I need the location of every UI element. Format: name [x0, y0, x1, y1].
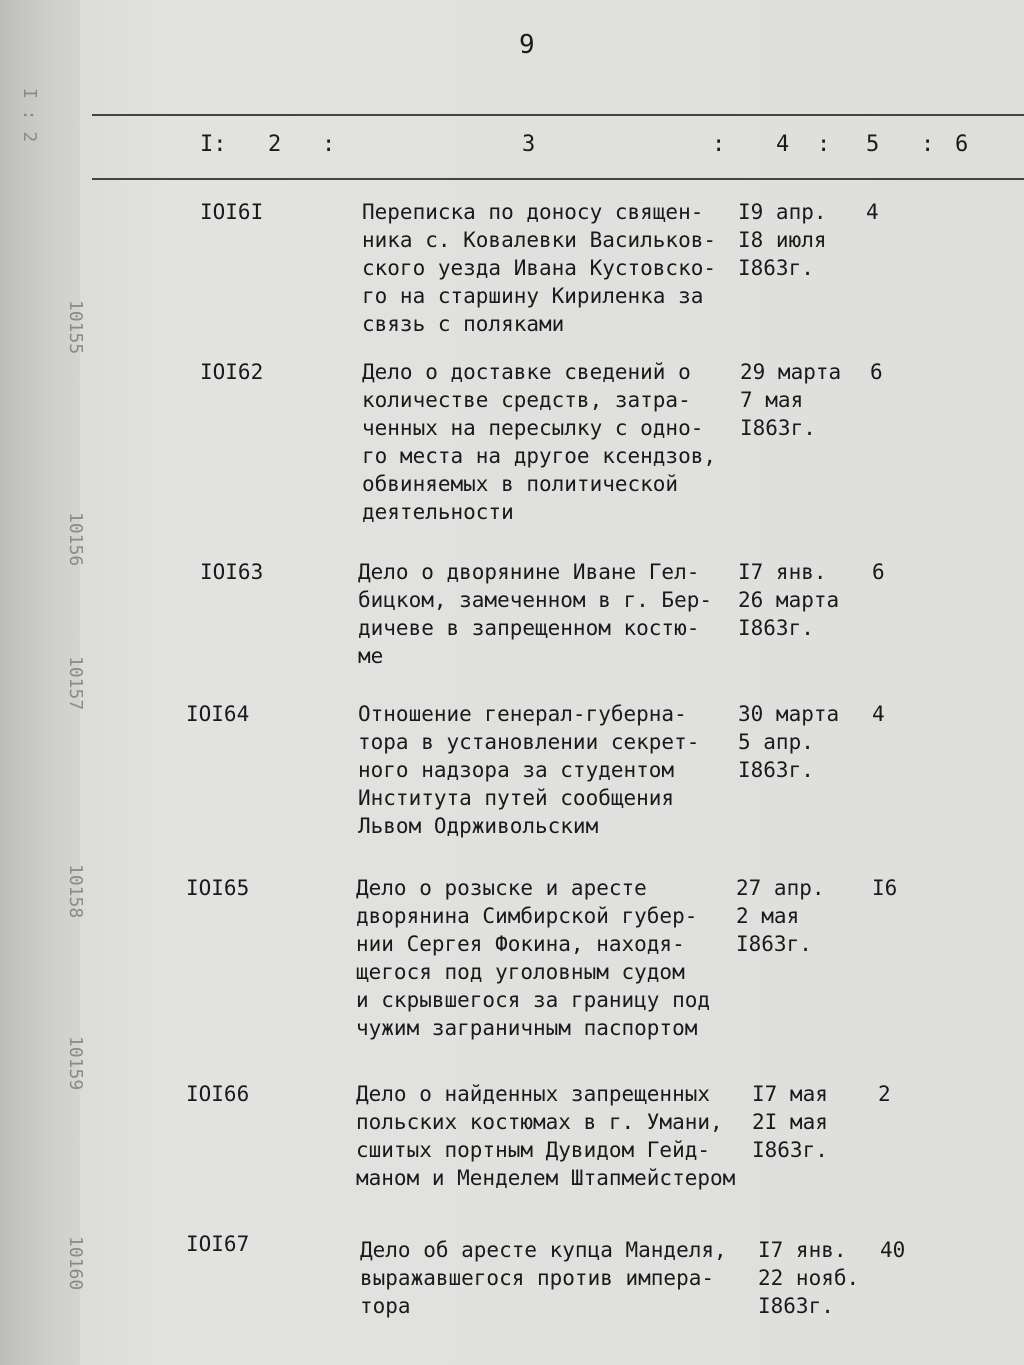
- date-start: I9 апр.: [738, 200, 827, 224]
- file-number: IOI65: [186, 876, 250, 900]
- date-end: I8 июля: [738, 228, 827, 252]
- description-line: связь с поляками: [362, 312, 565, 336]
- date-year: I863г.: [738, 758, 814, 782]
- description-line: ного надзора за студентом: [358, 758, 675, 782]
- description-line: Дело об аресте купца Манделя,: [360, 1238, 727, 1262]
- file-dates: [738, 558, 839, 642]
- description-line: бицком, замеченном в г. Бер-: [358, 588, 713, 612]
- description-line: ского уезда Ивана Кустовско-: [362, 256, 717, 280]
- date-start: I7 янв.: [738, 560, 827, 584]
- sheet-count: 2: [878, 1082, 891, 1106]
- date-year: I863г.: [738, 256, 814, 280]
- file-description: [358, 558, 743, 670]
- description-line: деятельности: [362, 500, 514, 524]
- date-year: I863г.: [740, 416, 816, 440]
- date-end: 2I мая: [752, 1110, 828, 1134]
- description-line: чужим заграничным паспортом: [356, 1016, 698, 1040]
- description-line: го места на другое ксендзов,: [362, 444, 717, 468]
- date-end: 2 мая: [736, 904, 800, 928]
- description-line: ме: [358, 644, 384, 668]
- file-number: IOI6I: [200, 200, 264, 224]
- file-description: [356, 1080, 741, 1192]
- description-line: сшитых портным Дувидом Гейд-: [356, 1138, 711, 1162]
- file-number: IOI66: [186, 1082, 250, 1106]
- sheet-count: 4: [866, 200, 879, 224]
- description-line: польских костюмах в г. Умани,: [356, 1110, 723, 1134]
- header-col-2: 2: [268, 132, 282, 157]
- header-rule-top: [92, 114, 1024, 116]
- description-line: тора: [360, 1294, 411, 1318]
- file-description: [362, 198, 747, 338]
- date-start: I7 мая: [752, 1082, 828, 1106]
- file-dates: [752, 1080, 828, 1164]
- file-description: [358, 700, 743, 840]
- margin-note: 10157: [65, 656, 86, 711]
- file-number: IOI64: [186, 702, 250, 726]
- description-line: дичеве в запрещенном костю-: [358, 616, 700, 640]
- description-line: выражавшегося против импера-: [360, 1266, 715, 1290]
- sheet-count: I6: [872, 876, 898, 900]
- header-col-5: 5: [866, 132, 880, 157]
- margin-note: 10158: [65, 864, 86, 919]
- description-line: Отношение генерал-губерна-: [358, 702, 687, 726]
- header-separator: :: [817, 132, 831, 157]
- description-line: Дело о найденных запрещенных: [356, 1082, 711, 1106]
- description-line: и скрывшегося за границу под: [356, 988, 711, 1012]
- date-start: 29 марта: [740, 360, 842, 384]
- description-line: Дело о розыске и аресте: [356, 876, 647, 900]
- description-line: дворянина Симбирской губер-: [356, 904, 698, 928]
- file-dates: [738, 700, 839, 784]
- sheet-count: 40: [880, 1238, 906, 1262]
- date-start: 30 марта: [738, 702, 840, 726]
- margin-note: 10156: [65, 512, 86, 567]
- date-start: 27 апр.: [736, 876, 825, 900]
- description-line: го на старшину Кириленка за: [362, 284, 704, 308]
- description-line: обвиняемых в политической: [362, 472, 679, 496]
- description-line: Львом Одрживольским: [358, 814, 599, 838]
- date-year: I863г.: [736, 932, 812, 956]
- header-col-4: 4: [776, 132, 790, 157]
- header-separator: :: [322, 132, 336, 157]
- margin-note: 10155: [65, 300, 86, 355]
- sheet-count: 4: [872, 702, 885, 726]
- file-dates: [740, 358, 841, 442]
- file-number: IOI67: [186, 1232, 250, 1256]
- sheet-count: 6: [870, 360, 883, 384]
- date-start: I7 янв.: [758, 1238, 847, 1262]
- header-col-1: I:: [200, 132, 227, 157]
- date-end: 5 апр.: [738, 730, 814, 754]
- header-separator: :: [921, 132, 935, 157]
- description-line: нии Сергея Фокина, находя-: [356, 932, 685, 956]
- date-year: I863г.: [752, 1138, 828, 1162]
- description-line: Института путей сообщения: [358, 786, 675, 810]
- date-year: I863г.: [738, 616, 814, 640]
- description-line: ченных на пересылку с одно-: [362, 416, 704, 440]
- file-number: IOI63: [200, 560, 264, 584]
- file-description: [362, 358, 747, 526]
- file-description: [360, 1236, 745, 1320]
- file-dates: [738, 198, 827, 282]
- sheet-count: 6: [872, 560, 885, 584]
- margin-note: 10159: [65, 1036, 86, 1091]
- file-dates: [736, 874, 825, 958]
- header-col-6: 6: [955, 132, 969, 157]
- file-dates: [758, 1236, 859, 1320]
- date-end: 22 нояб.: [758, 1266, 860, 1290]
- description-line: маном и Менделем Штапмейстером: [356, 1166, 736, 1190]
- header-rule-bottom: [92, 178, 1024, 180]
- margin-note: 10160: [65, 1236, 86, 1291]
- description-line: тора в установлении секрет-: [358, 730, 700, 754]
- header-separator: :: [712, 132, 726, 157]
- file-number: IOI62: [200, 360, 264, 384]
- date-end: 7 мая: [740, 388, 804, 412]
- date-end: 26 марта: [738, 588, 840, 612]
- description-line: количестве средств, затра-: [362, 388, 691, 412]
- description-line: ника с. Ковалевки Васильков-: [362, 228, 717, 252]
- header-col-3: 3: [522, 132, 536, 157]
- date-year: I863г.: [758, 1294, 834, 1318]
- description-line: щегося под уголовным судом: [356, 960, 685, 984]
- description-line: Дело о доставке сведений о: [362, 360, 691, 384]
- margin-note: I : 2: [19, 88, 40, 143]
- page-number: 9: [519, 30, 535, 60]
- description-line: Дело о дворянине Иване Гел-: [358, 560, 700, 584]
- description-line: Переписка по доносу священ-: [362, 200, 704, 224]
- file-description: [356, 874, 741, 1042]
